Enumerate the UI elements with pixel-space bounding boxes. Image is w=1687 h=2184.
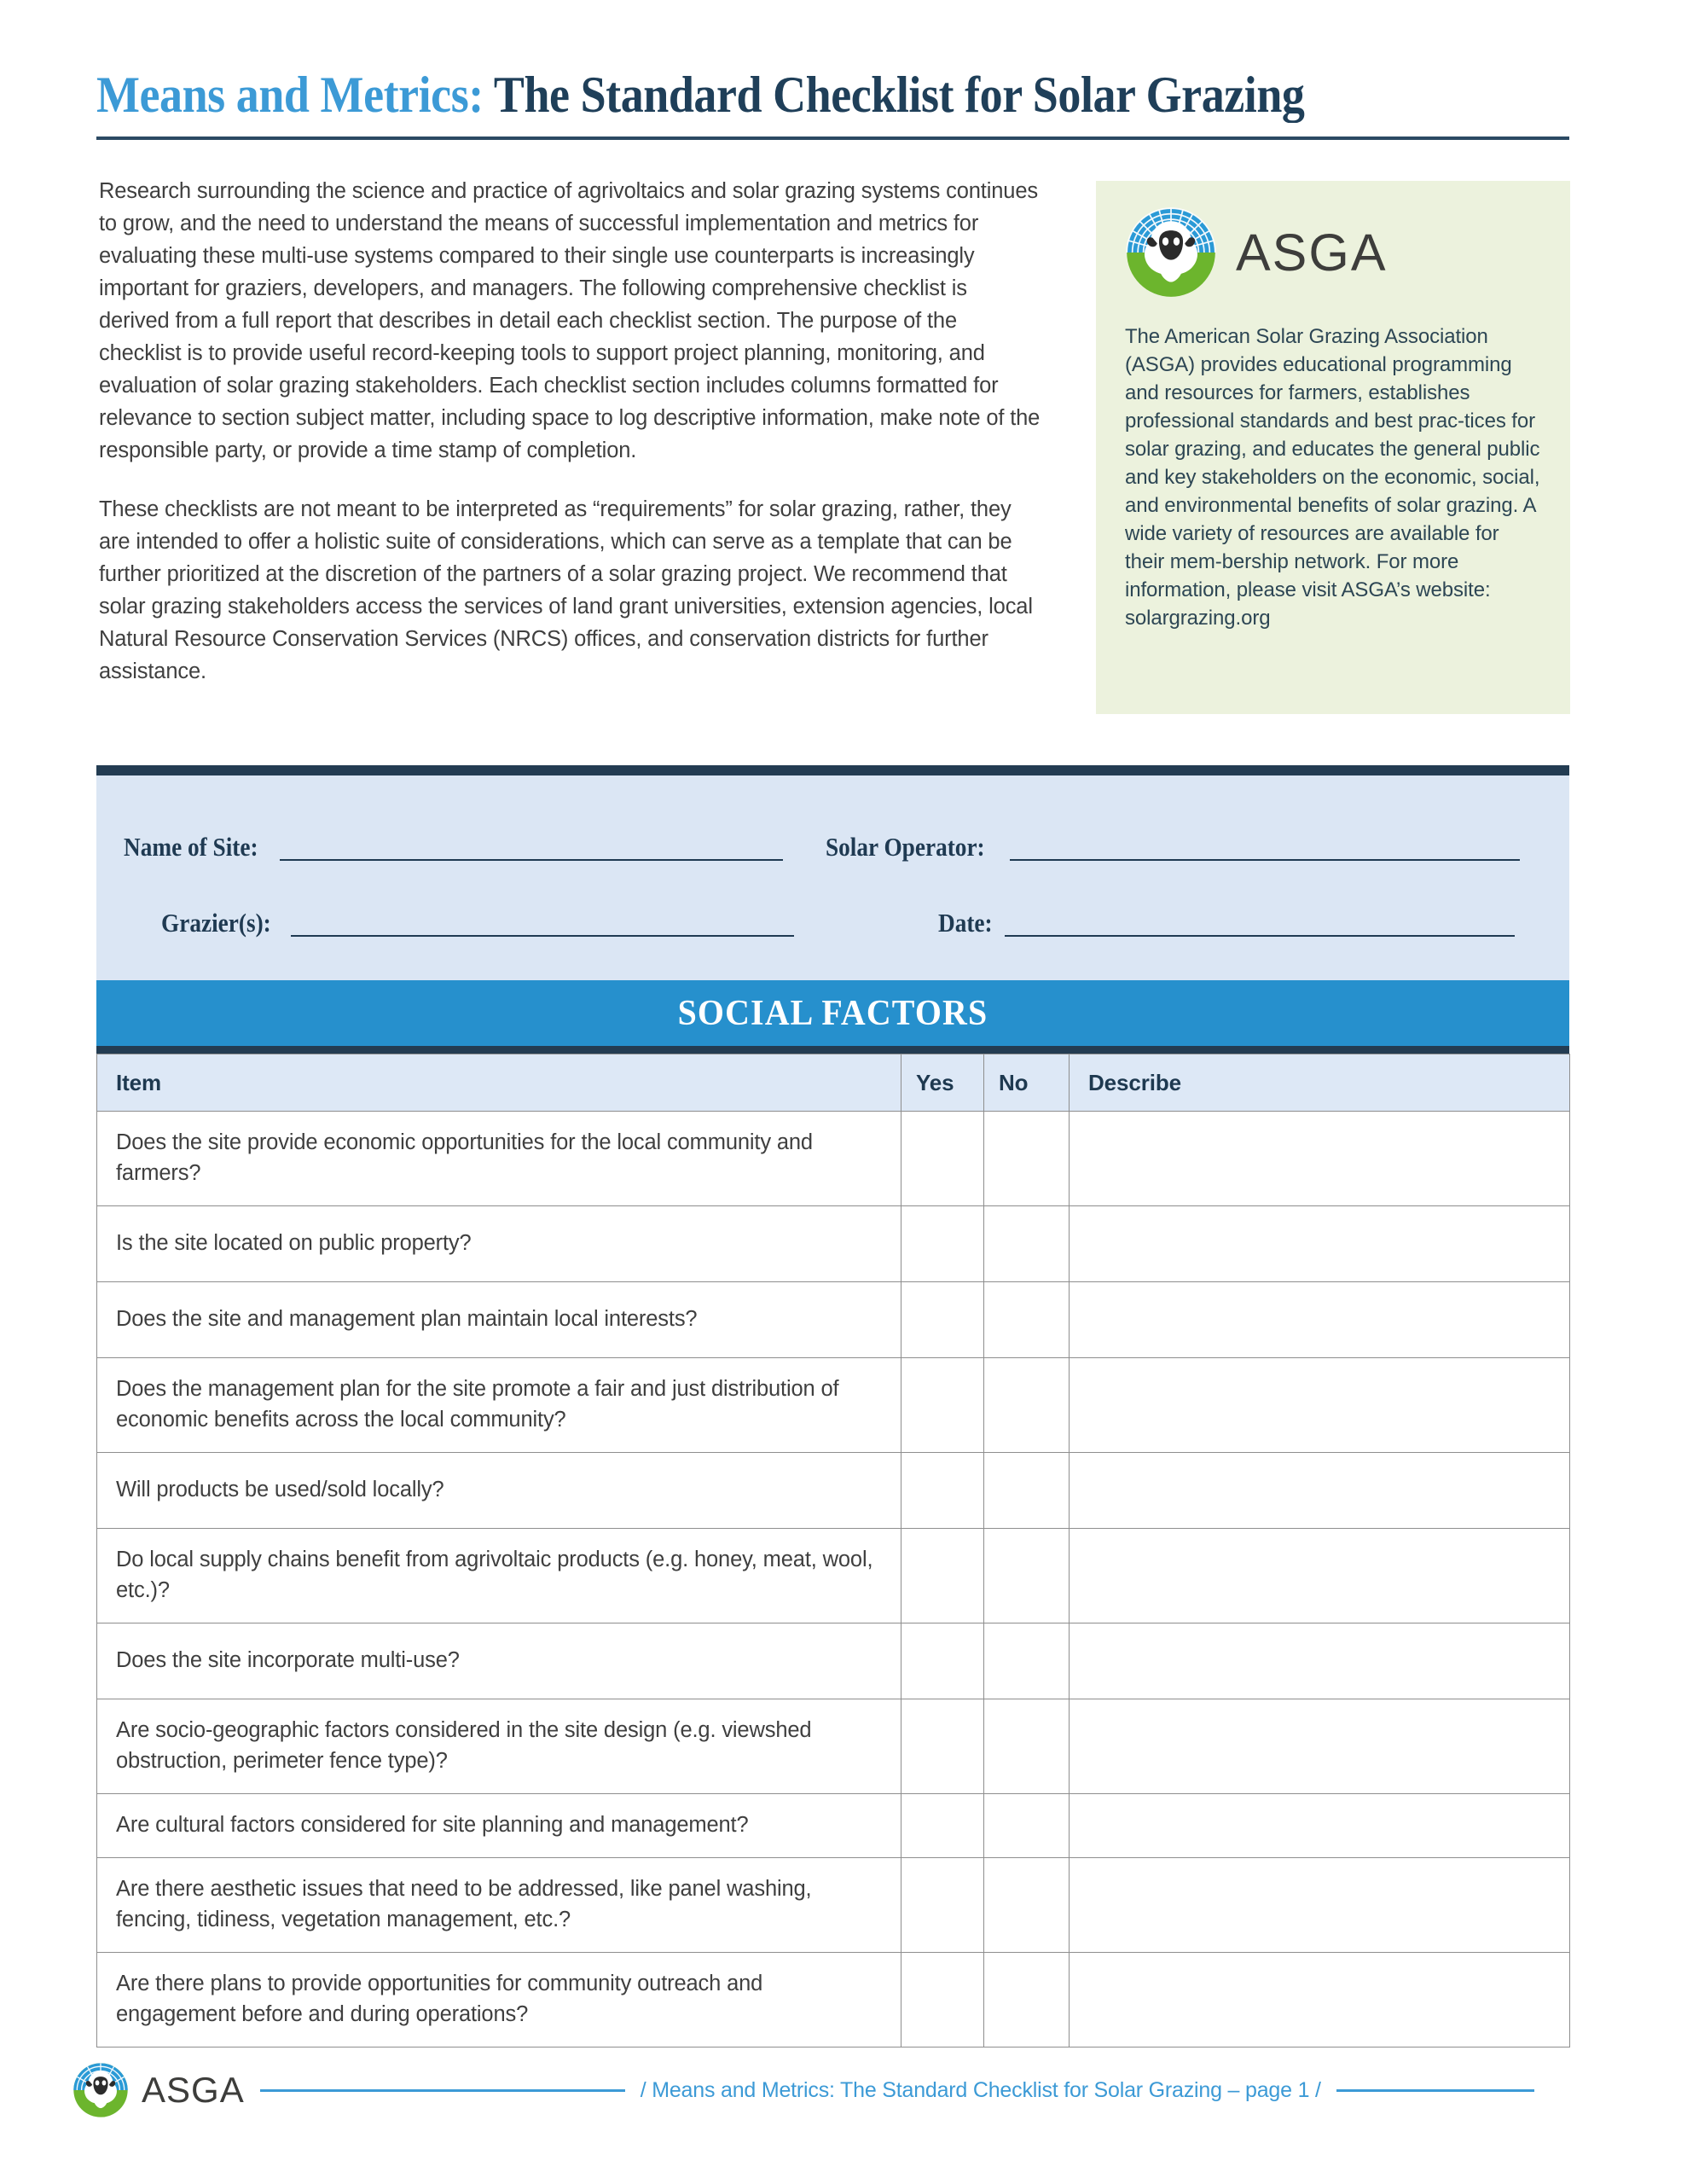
- table-row: [97, 1453, 1570, 1529]
- checklist-no-cell[interactable]: [984, 1858, 1070, 1953]
- column-header-describe: Describe: [1070, 1054, 1570, 1112]
- form-top-accent-bar: [96, 765, 1569, 775]
- page-title-accent: Means and Metrics:: [96, 67, 484, 123]
- solar-operator-label: Solar Operator:: [826, 832, 985, 862]
- checklist-yes-cell[interactable]: [901, 1453, 984, 1529]
- table-header-row: [97, 1054, 1570, 1112]
- date-input[interactable]: [1005, 935, 1515, 937]
- field-graziers[interactable]: [161, 908, 794, 938]
- asga-description: The American Solar Grazing Association (ASGA) provides educational programming and resources for farmers, establishes professional standards and best prac-tices for solar grazing, and educates the general public and key stakeholders on the economic, social, and environmental benefits of solar grazing. A wide variety of resources are available for their mem-bership network. For more information, please visit ASGA’s website: solargrazing.org: [1125, 325, 1540, 630]
- table-row: [97, 1358, 1570, 1453]
- table-row: [97, 1623, 1570, 1699]
- intro-paragraph-2: These checklists are not meant to be interpreted as “requirements” for solar grazing, rather, they are intended to offer a holistic suite of considerations, which can serve as a template that can be further prioritized at the discretion of the partners of a solar grazing project. We recommend that solar grazing stakeholders access the services of land grant universities, extension agencies, local Natural Resource Conservation Services (NRCS) offices, and conservation districts for further assistance.: [99, 497, 1033, 683]
- graziers-label: Grazier(s):: [161, 908, 271, 938]
- date-label: Date:: [938, 908, 993, 938]
- asga-info-box: [1096, 181, 1570, 714]
- field-name-of-site[interactable]: [124, 832, 783, 863]
- checklist-no-cell[interactable]: [984, 1358, 1070, 1453]
- checklist-yes-cell[interactable]: [901, 1529, 984, 1623]
- checklist-yes-cell[interactable]: [901, 1623, 984, 1699]
- checklist-yes-cell[interactable]: [901, 1953, 984, 2048]
- checklist-describe-cell[interactable]: [1070, 1858, 1570, 1953]
- asga-logo-lockup: [1125, 206, 1543, 299]
- checklist-yes-cell[interactable]: [901, 1282, 984, 1358]
- field-date[interactable]: [938, 908, 1515, 938]
- checklist-yes-cell[interactable]: [901, 1112, 984, 1206]
- checklist-no-cell[interactable]: [984, 1453, 1070, 1529]
- checklist-no-cell[interactable]: [984, 1206, 1070, 1282]
- checklist-no-cell[interactable]: [984, 1282, 1070, 1358]
- solar-operator-input[interactable]: [1010, 859, 1520, 861]
- checklist-describe-cell[interactable]: [1070, 1623, 1570, 1699]
- checklist-item-text: Are socio-geographic factors considered in the site design (e.g. viewshed obstruction, perimeter fence type)?: [97, 1699, 901, 1794]
- checklist-item-text: Is the site located on public property?: [97, 1206, 901, 1282]
- checklist-yes-cell[interactable]: [901, 1794, 984, 1858]
- table-row: [97, 1206, 1570, 1282]
- section-header-social-factors: [96, 980, 1569, 1046]
- footer-asga-logo-icon: [72, 2062, 129, 2118]
- checklist-item-text: Are cultural factors considered for site planning and management?: [97, 1794, 901, 1858]
- intro-paragraph-1: Research surrounding the science and practice of agrivoltaics and solar grazing systems continues to grow, and the need to understand the means of successful implementation and metrics for evaluating these multi-use systems compared to their single use counterparts is increasingly important for graziers, developers, and managers. The following comprehensive checklist is derived from a full report that describes in detail each checklist section. The purpose of the checklist is to provide useful record-keeping tools to support project planning, monitoring, and evaluation of solar grazing stakeholders. Each checklist section includes columns formatted for relevance to section subject matter, including space to log descriptive information, make note of the responsible party, or provide a time stamp of completion.: [99, 179, 1041, 462]
- checklist-describe-cell[interactable]: [1070, 1282, 1570, 1358]
- section-title: SOCIAL FACTORS: [677, 993, 988, 1033]
- checklist-describe-cell[interactable]: [1070, 1953, 1570, 2048]
- table-head: [97, 1054, 1570, 1112]
- page-title-main: The Standard Checklist for Solar Grazing: [483, 67, 1305, 123]
- checklist-no-cell[interactable]: [984, 1699, 1070, 1794]
- asga-wordmark: ASGA: [1236, 223, 1388, 282]
- field-solar-operator[interactable]: [826, 832, 1520, 863]
- footer-caption: / Means and Metrics: The Standard Checklist for Solar Grazing – page 1 /: [640, 2077, 1321, 2102]
- checklist-item-text: Does the site provide economic opportunities for the local community and farmers?: [97, 1112, 901, 1206]
- checklist-describe-cell[interactable]: [1070, 1453, 1570, 1529]
- checklist-no-cell[interactable]: [984, 1529, 1070, 1623]
- page-footer: [72, 2043, 1616, 2137]
- footer-rule-left: [260, 2089, 625, 2092]
- checklist-yes-cell[interactable]: [901, 1858, 984, 1953]
- table-row: [97, 1282, 1570, 1358]
- name-of-site-input[interactable]: [280, 859, 783, 861]
- table-row: [97, 1112, 1570, 1206]
- table-row: [97, 1794, 1570, 1858]
- footer-rule-right: [1336, 2089, 1534, 2092]
- checklist-item-text: Do local supply chains benefit from agrivoltaic products (e.g. honey, meat, wool, etc.)?: [97, 1529, 901, 1623]
- checklist-no-cell[interactable]: [984, 1623, 1070, 1699]
- checklist-describe-cell[interactable]: [1070, 1112, 1570, 1206]
- checklist-yes-cell[interactable]: [901, 1206, 984, 1282]
- checklist-item-text: Are there aesthetic issues that need to be addressed, like panel washing, fencing, tidiness, vegetation management, etc.?: [97, 1858, 901, 1953]
- asga-logo-icon: [1125, 206, 1217, 299]
- table-body: [97, 1112, 1570, 2048]
- checklist-no-cell[interactable]: [984, 1794, 1070, 1858]
- site-info-form: [96, 775, 1569, 980]
- table-row: [97, 1529, 1570, 1623]
- checklist-describe-cell[interactable]: [1070, 1529, 1570, 1623]
- column-header-yes: Yes: [901, 1054, 984, 1112]
- checklist-no-cell[interactable]: [984, 1953, 1070, 2048]
- title-divider: [96, 136, 1569, 140]
- column-header-no: No: [984, 1054, 1070, 1112]
- checklist-item-text: Will products be used/sold locally?: [97, 1453, 901, 1529]
- checklist-yes-cell[interactable]: [901, 1358, 984, 1453]
- checklist-item-text: Does the management plan for the site promote a fair and just distribution of economic benefits across the local community?: [97, 1358, 901, 1453]
- checklist-table: [96, 1054, 1570, 2048]
- checklist-describe-cell[interactable]: [1070, 1358, 1570, 1453]
- table-row: [97, 1953, 1570, 2048]
- name-of-site-label: Name of Site:: [124, 832, 258, 862]
- graziers-input[interactable]: [291, 935, 794, 937]
- table-row: [97, 1699, 1570, 1794]
- checklist-no-cell[interactable]: [984, 1112, 1070, 1206]
- checklist-item-text: Does the site and management plan maintain local interests?: [97, 1282, 901, 1358]
- column-header-item: Item: [97, 1054, 901, 1112]
- checklist-item-text: Are there plans to provide opportunities for community outreach and engagement before and during operations?: [97, 1953, 901, 2048]
- checklist-describe-cell[interactable]: [1070, 1206, 1570, 1282]
- checklist-describe-cell[interactable]: [1070, 1794, 1570, 1858]
- table-top-accent-bar: [96, 1046, 1569, 1054]
- table-row: [97, 1858, 1570, 1953]
- checklist-yes-cell[interactable]: [901, 1699, 984, 1794]
- footer-asga-wordmark: ASGA: [142, 2070, 245, 2110]
- intro-text: [99, 175, 1042, 688]
- checklist-item-text: Does the site incorporate multi-use?: [97, 1623, 901, 1699]
- checklist-describe-cell[interactable]: [1070, 1699, 1570, 1794]
- page-title: [96, 68, 1569, 122]
